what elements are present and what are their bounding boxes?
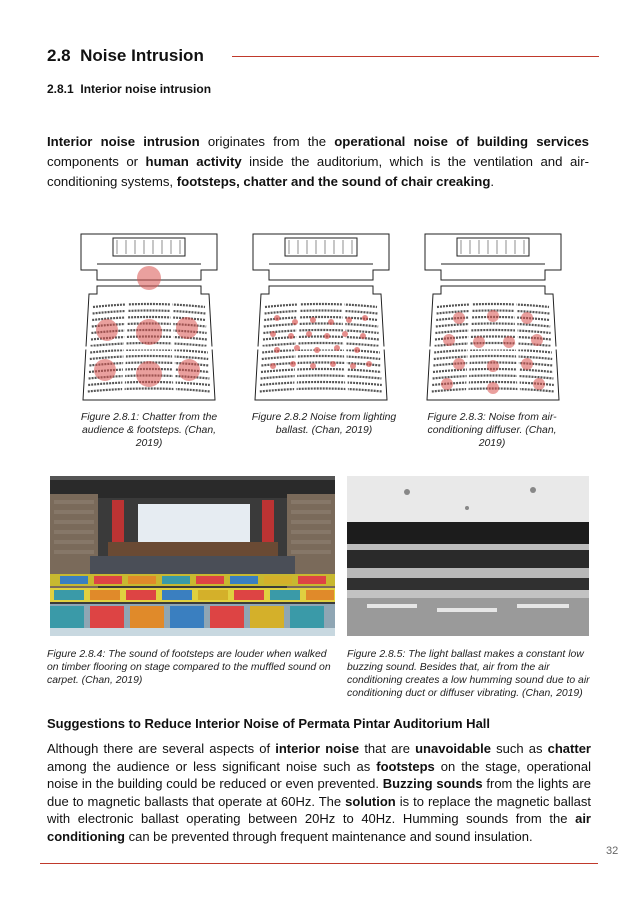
emphasis-text: chatter [547,741,591,756]
floor-plan-chatter [75,230,223,408]
section-heading [47,46,204,66]
text-run: components or [47,154,146,169]
emphasis-text: operational noise of building services [334,134,589,149]
intro-paragraph [47,132,589,192]
text-run: Although there are several aspects of [47,741,276,756]
floor-plan-lighting [247,230,395,408]
heading-rule [232,56,599,57]
photo-ceiling-lights [347,476,589,636]
emphasis-text: Interior noise intrusion [47,134,200,149]
floor-plan-diffuser [419,230,567,408]
text-run: . [490,174,495,189]
emphasis-text: unavoidable [415,741,491,756]
emphasis-text: interior noise [275,741,360,756]
text-run: from the lights are due to magnetic ballasts that operate at 60Hz. The [47,776,591,809]
section-title: Noise Intrusion [80,46,204,65]
emphasis-text: air conditioning [47,811,591,844]
subsection-title: Interior noise intrusion [80,82,212,96]
footer-rule [40,863,598,864]
subsection-number: 2.8.1 [47,82,74,96]
figure-caption-2-8-4: Figure 2.8.4: The sound of footsteps are louder when walked on timber flooring on stage compared to the muffled sound on carpet. (Chan, 2019) [47,649,331,686]
text-run: inside the auditorium, which is the ventilation and air-conditioning systems, [47,154,589,189]
emphasis-text: footsteps [376,758,435,774]
emphasis-text: Buzzing sounds [382,776,483,792]
figure-caption-2-8-2: Figure 2.8.2 Noise from lighting ballast. (Chan, 2019) [251,412,397,436]
suggestions-paragraph [47,740,591,846]
suggestions-heading: Suggestions to Reduce Interior Noise of Permata Pintar Auditorium Hall [47,716,491,731]
text-run: on the stage, operational noise in the building could be reduced or even prevented. [47,758,591,792]
emphasis-text: human activity [145,154,242,169]
page-number: 32 [606,845,619,857]
figure-caption-2-8-3: Figure 2.8.3: Noise from air-conditioning diffuser. (Chan, 2019) [427,412,557,449]
subsection-heading [47,82,211,96]
text-run: that are [359,741,416,756]
text-run: is to replace the magnetic ballast with electronic ballast operating between 20Hz to 40Hz. Humming sounds from the [47,793,592,827]
figure-caption-2-8-1: Figure 2.8.1: Chatter from the audience & footsteps. (Chan, 2019) [80,412,218,449]
emphasis-text: solution [345,793,396,809]
text-run: originates from the [199,134,335,149]
noise-spots [94,266,200,387]
text-run: such as [490,741,548,756]
figure-caption-2-8-5: Figure 2.8.5: The light ballast makes a constant low buzzing sound. Besides that, air from the air conditioning creates a low humming sound due to air conditioning duct or diffuser vibrating. (Chan, 2019) [347,649,590,699]
text-run: among the audience or less significant noise such as [47,758,377,774]
section-number: 2.8 [47,46,71,65]
text-run: can be prevented through frequent maintenance and sound insulation. [124,828,533,844]
photo-auditorium-stage [50,476,335,636]
emphasis-text: footsteps, chatter and the sound of chair creaking [176,174,491,189]
